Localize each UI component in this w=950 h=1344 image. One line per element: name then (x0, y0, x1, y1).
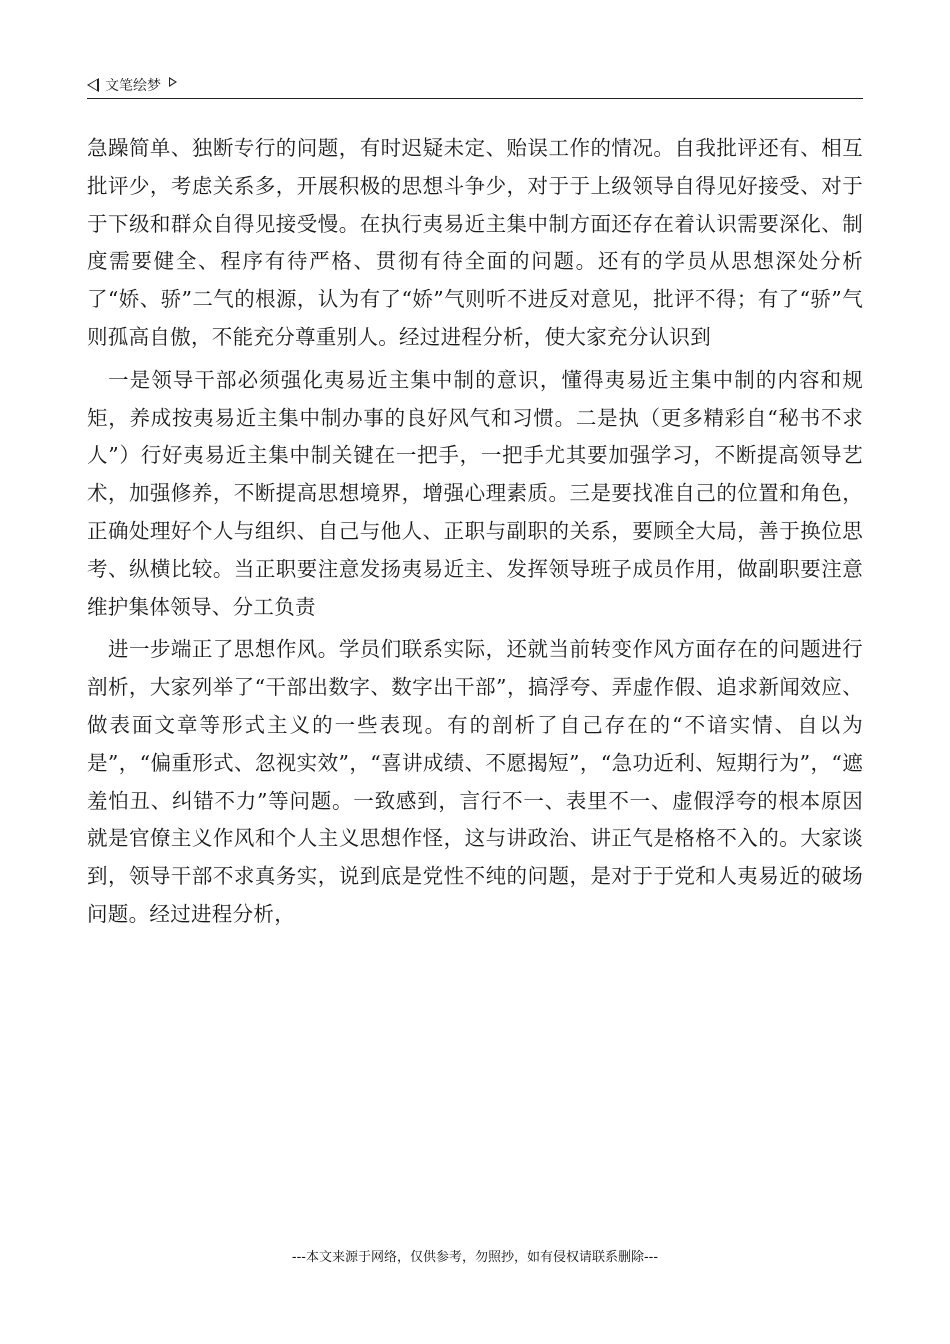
document-body (87, 130, 863, 934)
paragraph: 进一步端正了思想作风。学员们联系实际，还就当前转变作风方面存在的问题进行剖析，大家列举了“干部出数字、数字出干部”，搞浮夸、弄虚作假、追求新闻效应、做表面文章等形式主义的一些表现。有的剖析了自己存在的“不谙实情、自以为是”，“偏重形式、忽视实效”，“喜讲成绩、不愿揭短”，“急功近利、短期行为”，“遮羞怕丑、纠错不力”等问题。一致感到，言行不一、表里不一、虚假浮夸的根本原因就是官僚主义作风和个人主义思想作怪，这与讲政治、讲正气是格格不入的。大家谈到，领导干部不求真务实，说到底是党性不纯的问题，是对于于党和人夷易近的破场问题。经过进程分析， (87, 637, 863, 926)
paragraph: 急躁简单、独断专行的问题，有时迟疑未定、贻误工作的情况。自我批评还有、相互批评少，考虑关系多，开展积极的思想斗争少，对于于上级领导自得见好接受、对于于下级和群众自得见接受慢。在执行夷易近主集中制方面还存在着认识需要深化、制度需要健全、程序有待严格、贯彻有待全面的问题。还有的学员从思想深处分析了“娇、骄”二气的根源，认为有了“娇”气则听不进反对意见，批评不得；有了“骄”气则孤高自傲，不能充分尊重别人。经过进程分析，使大家充分认识到 (87, 136, 863, 349)
footer-disclaimer: ---本文来源于网络，仅供参考，勿照抄，如有侵权请联系删除--- (291, 1250, 659, 1265)
triangle-left-icon (87, 78, 99, 92)
triangle-right-icon (169, 77, 177, 87)
header-title: 文笔绘梦 (105, 78, 161, 94)
page-header (87, 72, 863, 99)
paragraph: 一是领导干部必须强化夷易近主集中制的意识，懂得夷易近主集中制的内容和规矩，养成按夷易近主集中制办事的良好风气和习惯。二是执（更多精彩自“秘书不求人”）行好夷易近主集中制关键在一把手，一把手尤其要加强学习，不断提高领导艺术，加强修养，不断提高思想境界，增强心理素质。三是要找准自己的位置和角色，正确处理好个人与组织、自己与他人、正职与副职的关系，要顾全大局，善于换位思考、纵横比较。当正职要注意发扬夷易近主、发挥领导班子成员作用，做副职要注意维护集体领导、分工负责 (87, 367, 863, 619)
